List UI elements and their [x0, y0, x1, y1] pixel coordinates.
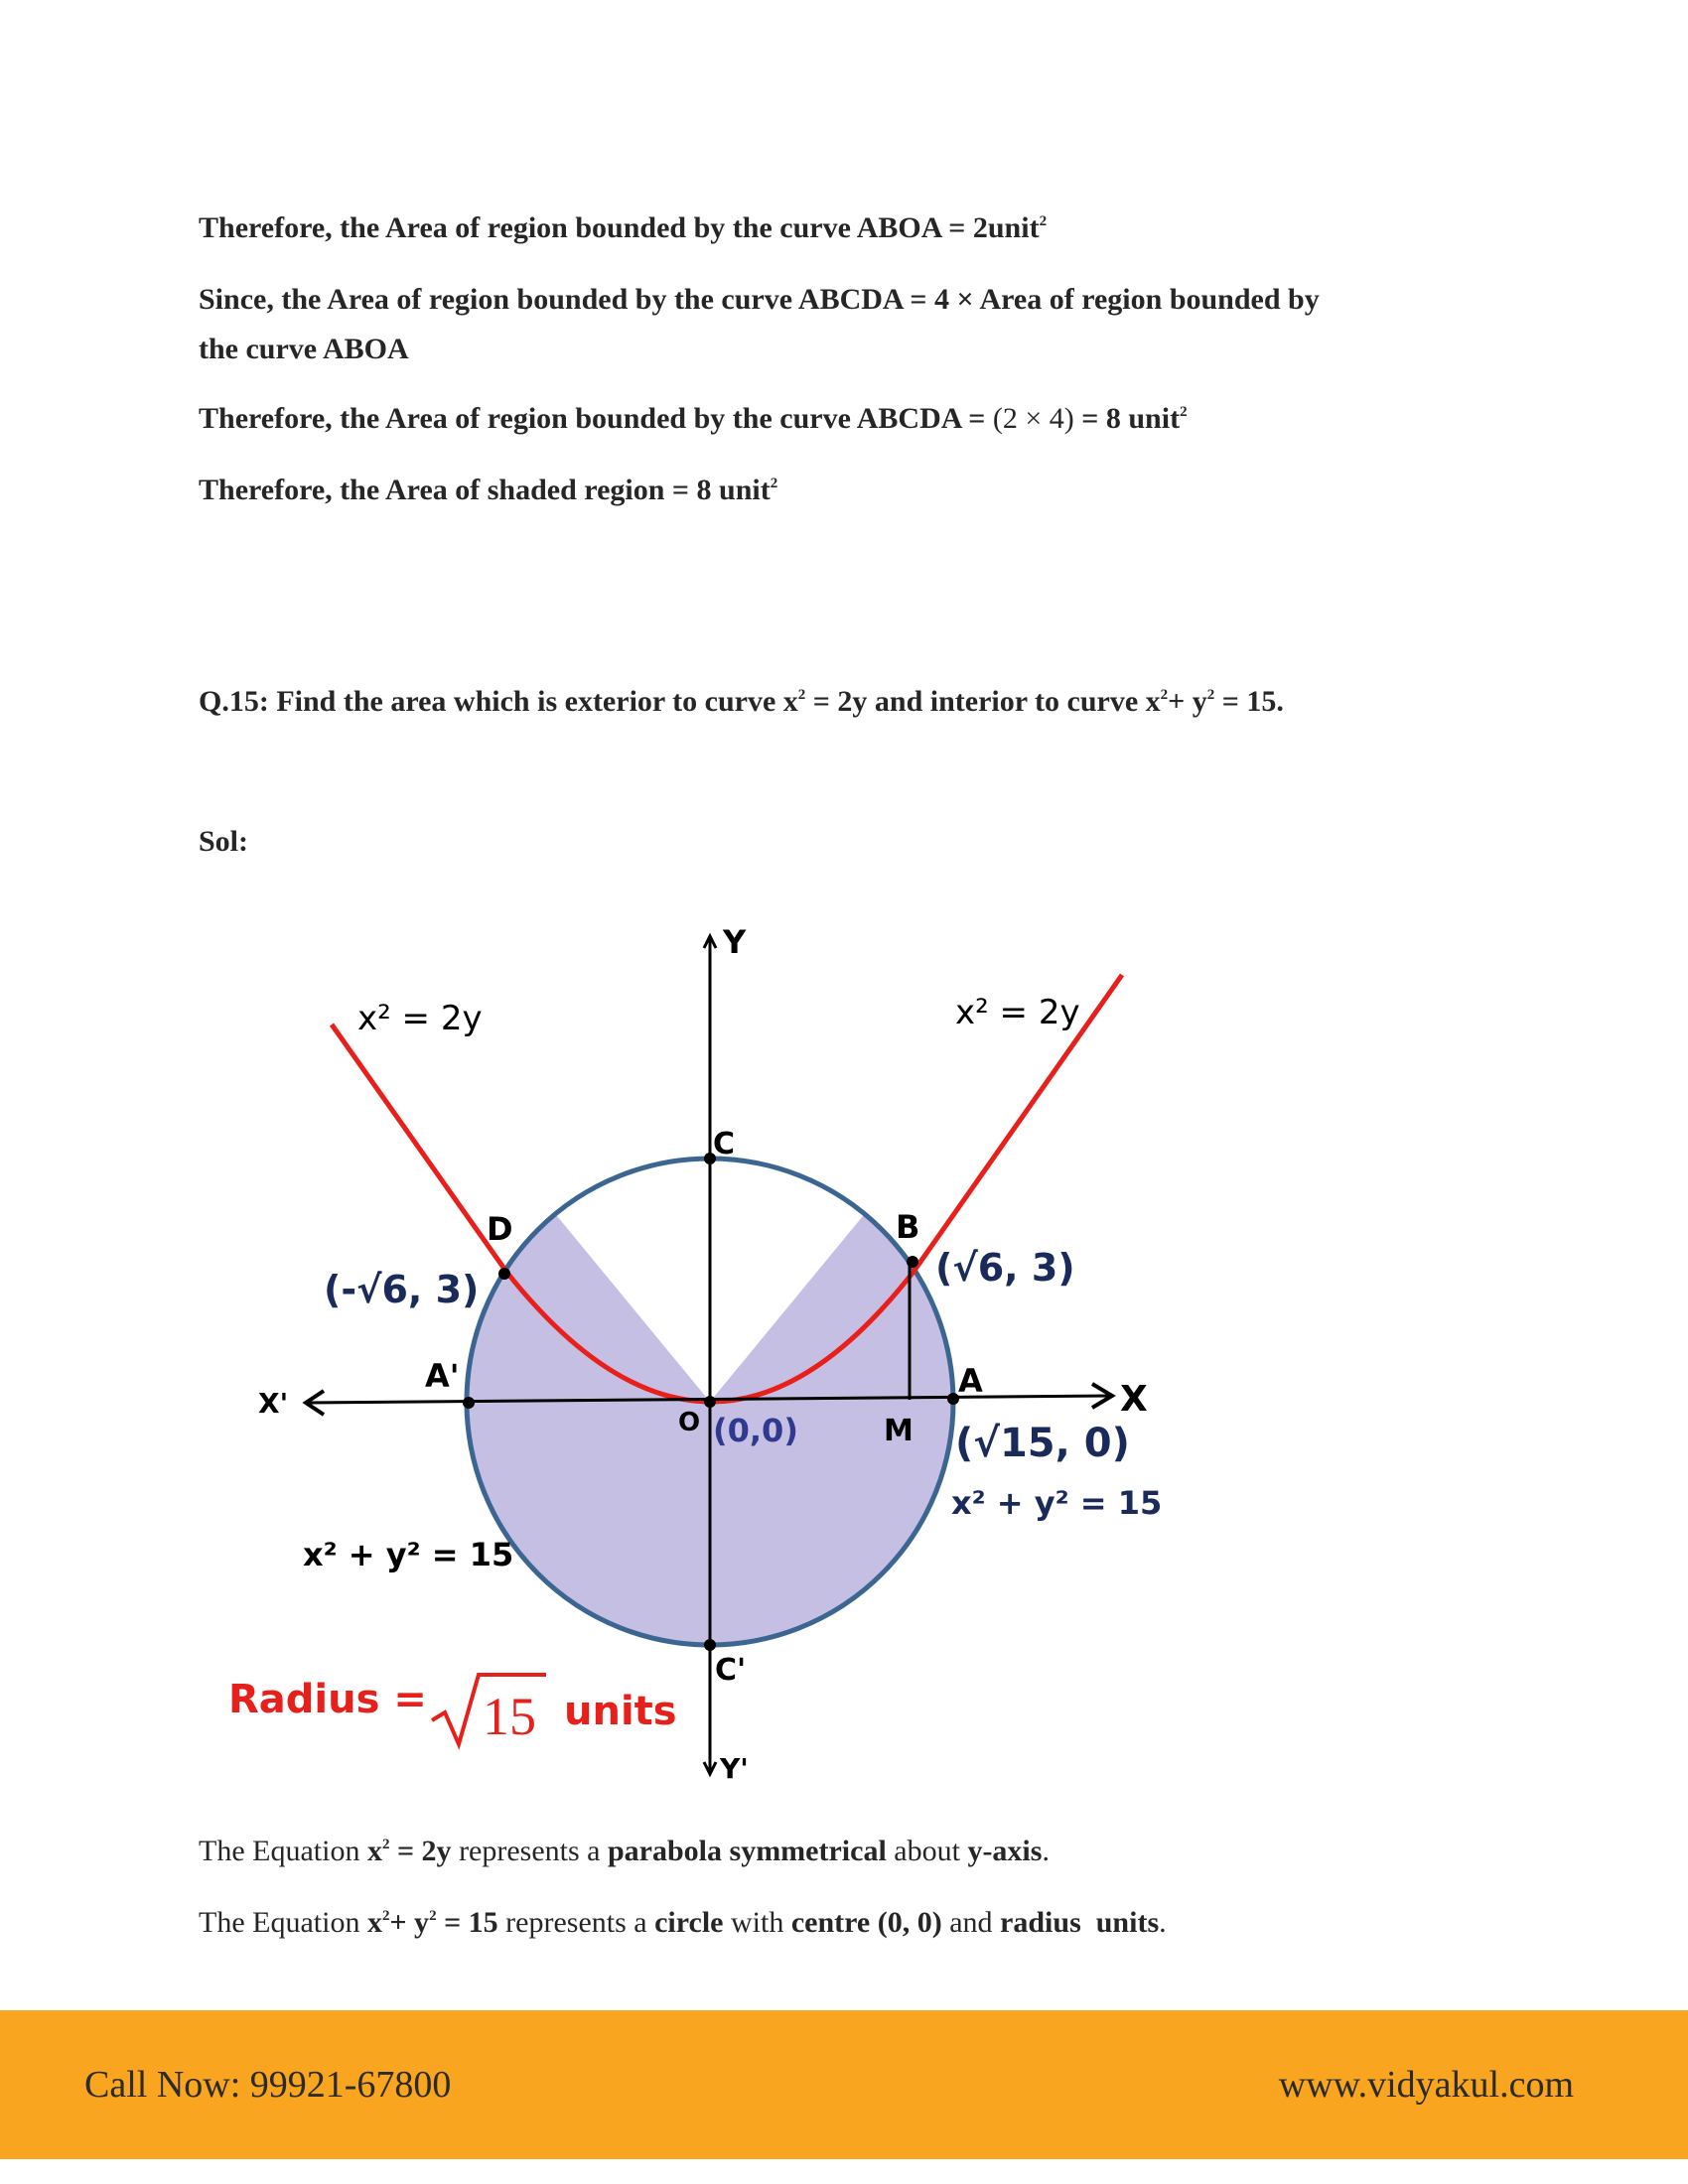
text: + y: [389, 1906, 430, 1939]
parabola-label-left: x² = 2y: [357, 999, 483, 1038]
text: = 2y and interior to curve x: [805, 685, 1161, 718]
text: .: [1042, 1835, 1050, 1867]
text: = 2y: [389, 1835, 452, 1867]
paragraph-area-aboa: [199, 204, 1047, 253]
text: = 15.: [1214, 685, 1284, 718]
coord-a-label: (√15, 0): [955, 1421, 1130, 1466]
parabola-label-right: x² = 2y: [955, 993, 1080, 1032]
text: Q.15: Find the area which is exterior to curve x: [199, 685, 798, 718]
axis-x-neg-label: X': [258, 1387, 289, 1420]
text: x: [366, 1835, 382, 1867]
text: represents a: [497, 1906, 655, 1939]
point-d-label: D: [487, 1210, 513, 1248]
paragraph-shaded-area: [199, 466, 777, 515]
point-c-label: C: [713, 1127, 736, 1161]
text: represents a: [451, 1835, 608, 1867]
point-b-label: B: [896, 1208, 920, 1246]
axis-x-label: X: [1120, 1379, 1148, 1420]
coord-d-label: (-√6, 3): [324, 1268, 480, 1311]
text: The Equation: [199, 1906, 367, 1939]
axis-y-neg-label: Y': [720, 1752, 749, 1785]
point-c-neg: [704, 1639, 716, 1651]
text: radius: [1000, 1906, 1081, 1939]
radius-label: Radius =: [228, 1677, 427, 1722]
paragraph-area-abcda-result: [199, 394, 1188, 444]
radius-units: units: [564, 1689, 677, 1734]
text: (2 × 4): [992, 402, 1074, 435]
footer-banner: [0, 2010, 1688, 2159]
text: .: [1159, 1906, 1167, 1939]
superscript: 2: [770, 476, 778, 491]
footer-website-link[interactable]: www.vidyakul.com: [1278, 2064, 1574, 2106]
text: Therefore, the Area of region bounded by the curve ABCDA =: [199, 402, 993, 435]
text: y-axis: [967, 1835, 1043, 1867]
text: x: [366, 1906, 382, 1939]
text: The Equation: [199, 1835, 367, 1867]
superscript: 2: [1206, 687, 1215, 703]
superscript: 2: [1180, 404, 1188, 420]
point-o-label: O: [678, 1408, 701, 1437]
axis-y-label: Y: [723, 923, 747, 961]
point-a-label: A: [958, 1362, 983, 1400]
text: centre (0, 0): [790, 1906, 942, 1939]
circle-label-right: x² + y² = 15: [951, 1484, 1163, 1522]
paragraph-area-abcda-line1: Since, the Area of region bounded by the curve ABCDA = 4 × Area of region bounded by: [199, 283, 1320, 316]
point-m-label: M: [884, 1414, 914, 1448]
text: and: [941, 1906, 1001, 1939]
superscript: 2: [1039, 213, 1048, 229]
circle-label-left: x² + y² = 15: [303, 1536, 514, 1573]
point-d: [498, 1268, 510, 1280]
superscript: 2: [797, 687, 806, 703]
text: with: [723, 1906, 791, 1939]
text: Therefore, the Area of shaded region = 8 unit: [199, 474, 771, 506]
text: = 15: [436, 1906, 498, 1939]
superscript: 2: [429, 1908, 437, 1924]
question-15: [199, 677, 1284, 727]
point-o: [704, 1396, 716, 1408]
solution-label: Sol:: [199, 825, 249, 858]
text: parabola symmetrical: [608, 1835, 887, 1867]
equation-parabola-description: [199, 1827, 1050, 1876]
radius-value: 15: [483, 1687, 536, 1746]
text: about: [886, 1835, 968, 1867]
footer-phone-link[interactable]: Call Now: 99921-67800: [84, 2064, 452, 2106]
coord-o-label: (0,0): [713, 1412, 798, 1449]
equation-circle-description: [199, 1898, 1167, 1948]
text: = 8 unit: [1073, 402, 1181, 435]
coord-b-label: (√6, 3): [935, 1246, 1075, 1290]
point-a-neg: [463, 1397, 475, 1409]
text: units: [1080, 1906, 1160, 1939]
point-b: [907, 1256, 918, 1268]
parabola-circle-diagram: [199, 918, 1192, 1797]
paragraph-area-abcda-line2: the curve ABOA: [199, 333, 409, 365]
text: + y: [1168, 685, 1207, 718]
point-c-neg-label: C': [715, 1653, 747, 1688]
point-a-neg-label: A': [425, 1357, 460, 1395]
superscript: 2: [1160, 687, 1169, 703]
text: Therefore, the Area of region bounded by the curve ABOA = 2unit: [199, 211, 1040, 244]
parabola-curve: [332, 975, 1122, 1402]
superscript: 2: [381, 1908, 390, 1924]
text: circle: [654, 1906, 724, 1939]
superscript: 2: [381, 1837, 390, 1852]
